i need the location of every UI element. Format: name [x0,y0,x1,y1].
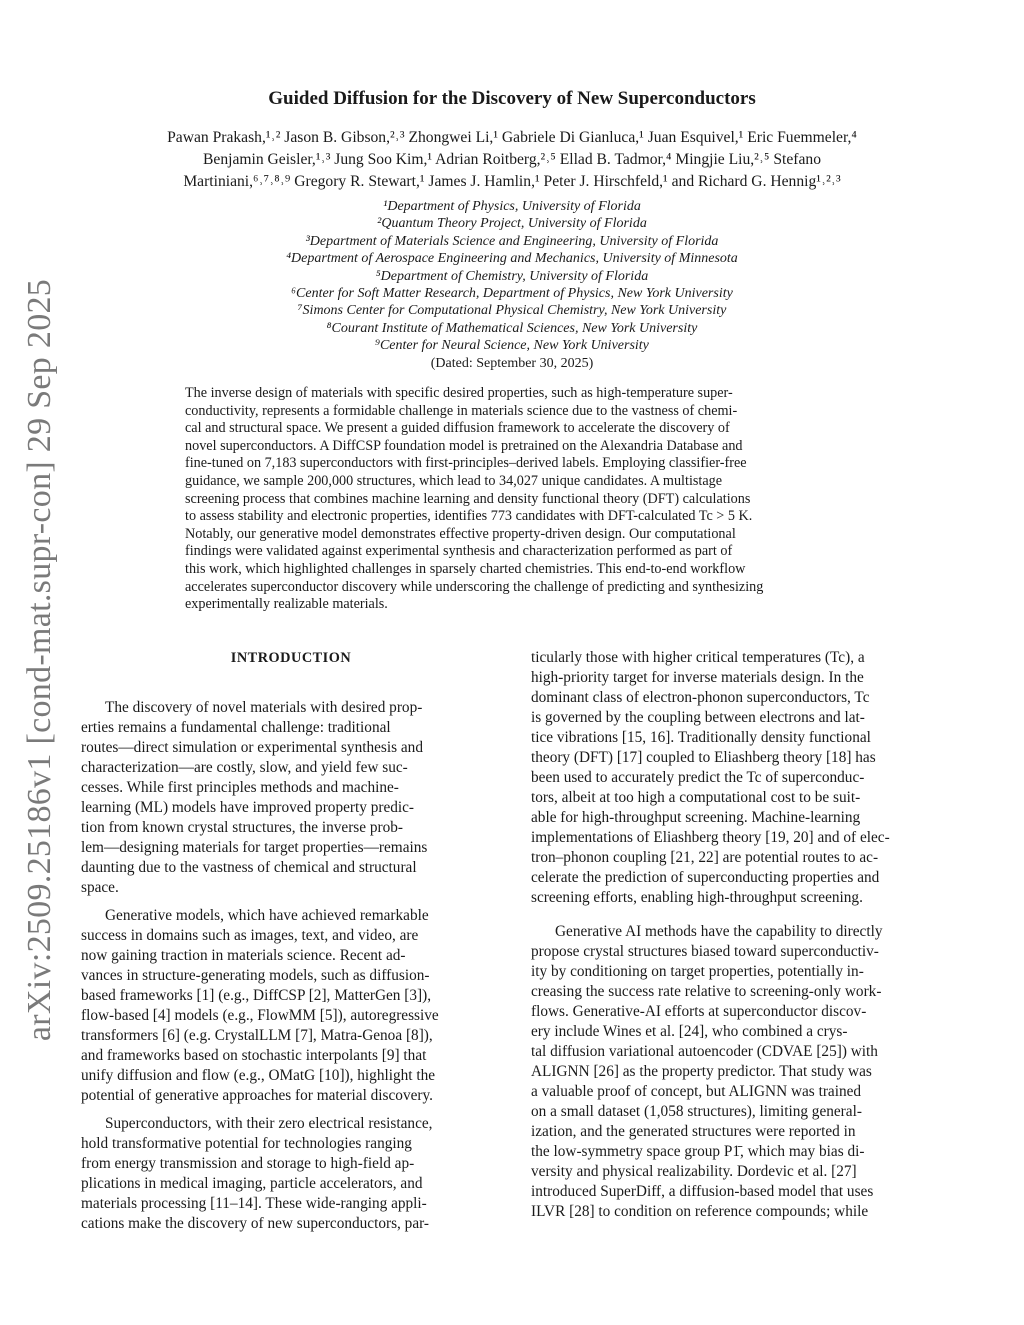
text-line: versity and physical realizability. Dordevic et al. [27] [531,1163,857,1180]
text-line: ization, and the generated structures were reported in [531,1123,856,1140]
text-line: cations make the discovery of new superconductors, par- [81,1215,430,1232]
abstract-line: to assess stability and electronic properties, identifies 773 candidates with DFT-calculated Tc > 5 K. [185,508,753,525]
text-line: daunting due to the vastness of chemical and structural [81,859,417,876]
text-line: is governed by the coupling between electrons and lat- [531,709,865,726]
text-line: plications in medical imaging, particle accelerators, and [81,1175,423,1192]
text-line: tice vibrations [15, 16]. Traditionally density functional [531,729,871,746]
text-line: high-priority target for inverse materials design. In the [531,669,864,686]
section-heading: INTRODUCTION [230,650,352,666]
text-line: Generative models, which have achieved remarkable [105,907,429,924]
text-line: celerate the prediction of superconducting properties and [531,869,880,886]
paper-title: Guided Diffusion for the Discovery of New Superconductors [268,88,756,109]
text-line: able for high-throughput screening. Machine-learning [531,809,861,826]
text-line: ILVR [28] to condition on reference compounds; while [531,1203,869,1220]
text-line: based frameworks [1] (e.g., DiffCSP [2], MatterGen [3]), [81,987,432,1004]
text-line: ticularly those with higher critical temperatures (Tc), a [531,649,865,666]
text-line: a valuable proof of concept, but ALIGNN was trained [531,1083,862,1100]
paragraph [531,648,951,908]
text-line: The discovery of novel materials with desired prop- [105,699,423,716]
text-line: propose crystal structures biased toward superconductiv- [531,943,879,960]
text-line: tal diffusion variational autoencoder (CDVAE [25]) with [531,1043,878,1060]
text-line: Superconductors, with their zero electrical resistance, [105,1115,433,1132]
text-line: lem—designing materials for target properties—remains [81,839,428,856]
text-line: flow-based [4] models (e.g., FlowMM [5]), autoregressive [81,1007,439,1024]
date-line: (Dated: September 30, 2025) [430,356,594,371]
paragraph [81,698,501,898]
abstract [185,385,850,614]
abstract-line: this work, which highlighted challenges in sparsely charted chemistries. This end-to-end workflow [185,560,746,577]
text-line: and frameworks based on stochastic interpolants [9] that [81,1047,427,1064]
arxiv-identifier: arXiv:2509.25186v1 [cond-mat.supr-con] 29 Sep 2025 [21,278,58,1042]
abstract-line: screening process that combines machine learning and density functional theory (DFT) calculations [185,490,751,507]
abstract-line: novel superconductors. A DiffCSP foundation model is pretrained on the Alexandria Database and [185,437,743,454]
text-line: flows. Generative-AI efforts at superconductor discov- [531,1003,867,1020]
text-line: ery include Wines et al. [24], who combined a crys- [531,1023,848,1040]
text-line: unify diffusion and flow (e.g., OMatG [10]), highlight the [81,1067,436,1084]
text-line: erties remains a fundamental challenge: traditional [81,719,391,736]
affiliation: ⁶Center for Soft Matter Research, Department of Physics, New York University [291,286,733,302]
text-line: ity by conditioning on target properties, potentially in- [531,963,864,980]
affiliation-list [150,198,874,355]
text-line: screening efforts, enabling high-throughput screening. [531,889,863,906]
text-line: ALIGNN [26] as the property predictor. That study was [531,1063,872,1080]
text-line: from energy transmission and storage to high-field ap- [81,1155,415,1172]
author-line: Benjamin Geisler,¹˒³ Jung Soo Kim,¹ Adrian Roitberg,²˒⁵ Ellad B. Tadmor,⁴ Mingjie Liu,²˒⁵ Stefano [203,151,821,168]
text-line: characterization—are costly, slow, and yield few suc- [81,759,408,776]
affiliation: ²Quantum Theory Project, University of Florida [377,216,647,232]
abstract-line: findings were validated against experimental synthesis and characterization performed as part of [185,543,733,560]
abstract-line: guidance, we sample 200,000 structures, which lead to 34,027 unique candidates. A multistage [185,472,723,489]
paragraph [81,1114,501,1234]
affiliation: ³Department of Materials Science and Engineering, University of Florida [305,233,719,249]
paragraph [531,922,951,1222]
abstract-line: accelerates superconductor discovery while underscoring the challenge of predicting and synthesizing [185,578,764,595]
text-line: space. [81,879,119,896]
text-line: hold transformative potential for technologies ranging [81,1135,412,1152]
text-line: tion from known crystal structures, the inverse prob- [81,819,404,836]
affiliation: ⁷Simons Center for Computational Physical Chemistry, New York University [297,303,727,319]
left-column [81,648,501,1242]
text-line: implementations of Eliashberg theory [19, 20] and of elec- [531,829,890,846]
affiliation: ⁹Center for Neural Science, New York University [375,338,649,354]
abstract-line: conductivity, represents a formidable challenge in materials science due to the vastness of chemi- [185,402,738,419]
author-list [100,127,924,193]
text-line: learning (ML) models have improved property predic- [81,799,415,816]
text-line: success in domains such as images, text, and video, are [81,927,419,944]
text-line: been used to accurately predict the Tc of superconduc- [531,769,865,786]
affiliation: ⁴Department of Aerospace Engineering and Mechanics, University of Minnesota [286,251,738,267]
text-line: cesses. While first principles methods and machine- [81,779,399,796]
abstract-line: The inverse design of materials with specific desired properties, such as high-temperature super- [185,385,733,401]
text-line: the low-symmetry space group P1̄, which may bias di- [531,1143,865,1160]
text-line: dominant class of electron-phonon superconductors, Tc [531,689,870,706]
abstract-line: Notably, our generative model demonstrates effective property-driven design. Our computational [185,525,736,542]
text-line: potential of generative approaches for material discovery. [81,1087,433,1104]
abstract-line: cal and structural space. We present a guided diffusion framework to accelerate the discovery of [185,420,730,437]
text-line: theory (DFT) [17] coupled to Eliashberg theory [18] has [531,749,876,766]
text-line: routes—direct simulation or experimental synthesis and [81,739,423,756]
paragraph [81,906,501,1106]
text-line: Generative AI methods have the capability to directly [555,923,883,940]
text-line: introduced SuperDiff, a diffusion-based model that uses [531,1183,874,1200]
abstract-line: experimentally realizable materials. [185,596,388,613]
text-line: tron–phonon coupling [21, 22] are potential routes to ac- [531,849,879,866]
affiliation: ¹Department of Physics, University of Florida [383,199,641,214]
text-line: vances in structure-generating models, such as diffusion- [81,967,430,984]
text-line: on a small dataset (1,058 structures), limiting general- [531,1103,862,1120]
text-line: creasing the success rate relative to screening-only work- [531,983,882,1000]
affiliation: ⁸Courant Institute of Mathematical Sciences, New York University [326,320,698,336]
affiliation: ⁵Department of Chemistry, University of Florida [375,268,649,284]
right-column [531,648,951,1230]
text-line: transformers [6] (e.g. CrystalLLM [7], Matra-Genoa [8]), [81,1027,433,1044]
author-line: Pawan Prakash,¹˒² Jason B. Gibson,²˒³ Zhongwei Li,¹ Gabriele Di Gianluca,¹ Juan Esquivel,¹ Eric Fuemmeler,⁴ [167,129,857,146]
text-line: tors, albeit at too high a computational cost to be suit- [531,789,861,806]
author-line: Martiniani,⁶˒⁷˒⁸˒⁹ Gregory R. Stewart,¹ James J. Hamlin,¹ Peter J. Hirschfeld,¹ and Richard G. Hennig¹˒²˒³ [183,173,841,190]
abstract-line: fine-tuned on 7,183 superconductors with first-principles–derived labels. Employing classifier-free [185,455,747,472]
text-line: materials processing [11–14]. These wide-ranging appli- [81,1195,427,1212]
text-line: now gaining traction in materials science. Recent ad- [81,947,406,964]
